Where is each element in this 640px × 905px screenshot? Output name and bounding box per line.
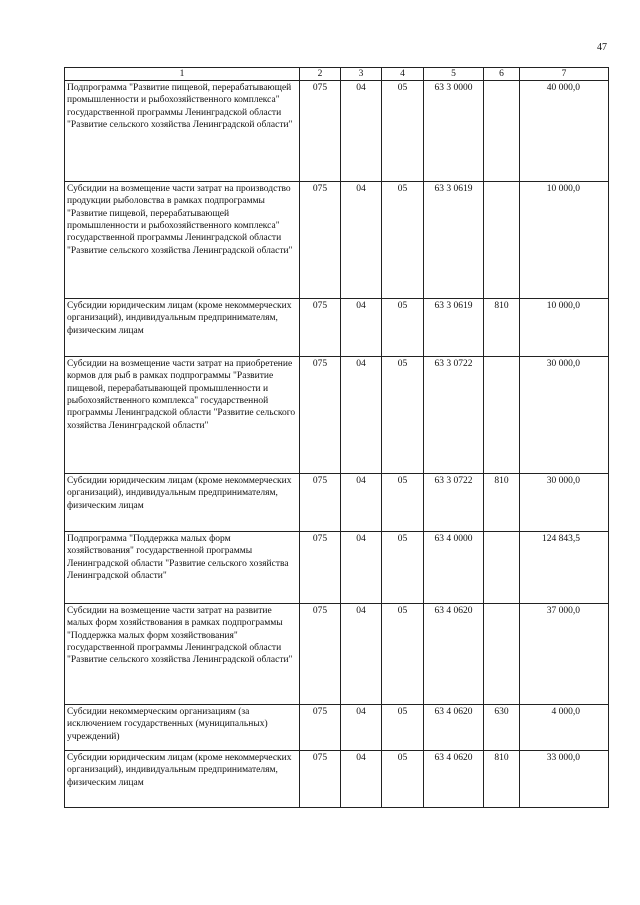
row-col-2: 075 <box>300 604 341 705</box>
column-header-1: 1 <box>65 68 300 81</box>
row-col-4: 05 <box>382 705 424 751</box>
row-name: Подпрограмма "Поддержка малых форм хозяйствования" государственной программы Ленинградской области "Развитие сельского хозяйства Ленинградской области" <box>65 532 300 604</box>
row-col-3: 04 <box>341 357 382 474</box>
row-name: Субсидии на возмещение части затрат на приобретение кормов для рыб в рамках подпрограммы "Развитие пищевой, перерабатывающей промышленности и рыбохозяйственного комплекса" государственной программы Ленинградской области "Развитие сельского хозяйства Ленинградской области" <box>65 357 300 474</box>
column-header-6: 6 <box>484 68 520 81</box>
row-amount: 33 000,0 <box>520 751 609 808</box>
row-amount: 40 000,0 <box>520 81 609 182</box>
row-col-6: 630 <box>484 705 520 751</box>
row-col-3: 04 <box>341 81 382 182</box>
row-amount: 37 000,0 <box>520 604 609 705</box>
row-amount: 10 000,0 <box>520 182 609 299</box>
row-col-6: 810 <box>484 751 520 808</box>
row-amount: 30 000,0 <box>520 474 609 532</box>
column-header-5: 5 <box>424 68 484 81</box>
row-amount: 30 000,0 <box>520 357 609 474</box>
row-name: Субсидии юридическим лицам (кроме некоммерческих организаций), индивидуальным предпринимателям, физическим лицам <box>65 751 300 808</box>
table-row <box>65 474 609 532</box>
row-col-3: 04 <box>341 532 382 604</box>
row-name: Субсидии юридическим лицам (кроме некоммерческих организаций), индивидуальным предпринимателям, физическим лицам <box>65 299 300 357</box>
budget-table <box>64 67 609 808</box>
table-row <box>65 705 609 751</box>
row-name: Субсидии на возмещение части затрат на развитие малых форм хозяйствования в рамках подпрограммы "Поддержка малых форм хозяйствования" государственной программы Ленинградской области "Развитие сельского хозяйства Ленинградской области" <box>65 604 300 705</box>
row-col-5: 63 3 0000 <box>424 81 484 182</box>
row-col-5: 63 4 0620 <box>424 604 484 705</box>
row-col-4: 05 <box>382 532 424 604</box>
row-amount: 4 000,0 <box>520 705 609 751</box>
row-col-5: 63 4 0620 <box>424 751 484 808</box>
row-col-5: 63 3 0722 <box>424 357 484 474</box>
row-col-3: 04 <box>341 474 382 532</box>
row-col-4: 05 <box>382 182 424 299</box>
table-row <box>65 182 609 299</box>
row-col-2: 075 <box>300 182 341 299</box>
table-row <box>65 357 609 474</box>
row-col-3: 04 <box>341 751 382 808</box>
row-col-6: 810 <box>484 474 520 532</box>
row-col-4: 05 <box>382 604 424 705</box>
row-name: Субсидии юридическим лицам (кроме некоммерческих организаций), индивидуальным предпринимателям, физическим лицам <box>65 474 300 532</box>
column-header-2: 2 <box>300 68 341 81</box>
page-number: 47 <box>597 42 607 53</box>
header-row <box>65 68 609 81</box>
table-row <box>65 604 609 705</box>
table-row <box>65 532 609 604</box>
row-col-6: 810 <box>484 299 520 357</box>
row-name: Субсидии на возмещение части затрат на производство продукции рыболовства в рамках подпрограммы "Развитие пищевой, перерабатывающей промышленности и рыбохозяйственного комплекса" государственной программы Ленинградской области "Развитие сельского хозяйства Ленинградской области" <box>65 182 300 299</box>
row-col-5: 63 3 0619 <box>424 299 484 357</box>
row-col-4: 05 <box>382 357 424 474</box>
row-col-3: 04 <box>341 705 382 751</box>
row-col-4: 05 <box>382 81 424 182</box>
column-header-4: 4 <box>382 68 424 81</box>
row-col-2: 075 <box>300 474 341 532</box>
row-col-2: 075 <box>300 532 341 604</box>
row-col-2: 075 <box>300 81 341 182</box>
row-amount: 124 843,5 <box>520 532 609 604</box>
row-col-4: 05 <box>382 751 424 808</box>
row-col-4: 05 <box>382 474 424 532</box>
row-col-5: 63 4 0620 <box>424 705 484 751</box>
column-header-3: 3 <box>341 68 382 81</box>
row-col-6 <box>484 81 520 182</box>
table-row <box>65 81 609 182</box>
row-col-5: 63 3 0722 <box>424 474 484 532</box>
table-row <box>65 751 609 808</box>
row-col-2: 075 <box>300 705 341 751</box>
row-col-6 <box>484 532 520 604</box>
row-col-6 <box>484 182 520 299</box>
row-col-4: 05 <box>382 299 424 357</box>
row-col-5: 63 3 0619 <box>424 182 484 299</box>
row-col-3: 04 <box>341 604 382 705</box>
row-col-2: 075 <box>300 357 341 474</box>
row-name: Подпрограмма "Развитие пищевой, перерабатывающей промышленности и рыбохозяйственного комплекса" государственной программы Ленинградской области "Развитие сельского хозяйства Ленинградской области" <box>65 81 300 182</box>
column-header-7: 7 <box>520 68 609 81</box>
row-col-3: 04 <box>341 182 382 299</box>
row-col-6 <box>484 357 520 474</box>
row-name: Субсидии некоммерческим организациям (за исключением государственных (муниципальных) учреждений) <box>65 705 300 751</box>
row-col-6 <box>484 604 520 705</box>
row-col-2: 075 <box>300 751 341 808</box>
row-col-5: 63 4 0000 <box>424 532 484 604</box>
row-amount: 10 000,0 <box>520 299 609 357</box>
table-row <box>65 299 609 357</box>
row-col-3: 04 <box>341 299 382 357</box>
row-col-2: 075 <box>300 299 341 357</box>
